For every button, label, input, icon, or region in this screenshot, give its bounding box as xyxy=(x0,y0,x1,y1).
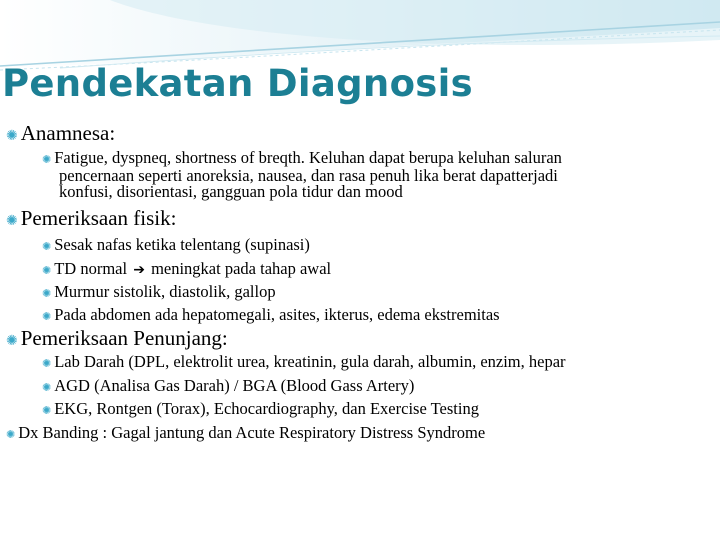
sparkle-bullet-icon: ✺ xyxy=(6,334,18,349)
list-item: ✺ Murmur sistolik, diastolik, gallop xyxy=(42,282,276,301)
section-heading-pemeriksaan-penunjang: ✺ Pemeriksaan Penunjang: xyxy=(6,326,228,350)
sparkle-bullet-icon: ✺ xyxy=(6,129,18,144)
sparkle-bullet-icon: ✺ xyxy=(6,429,16,441)
slide-title: Pendekatan Diagnosis xyxy=(2,62,473,105)
sparkle-bullet-icon: ✺ xyxy=(42,358,52,370)
section-dx-banding: ✺ Dx Banding : Gagal jantung dan Acute Respiratory Distress Syndrome xyxy=(6,423,486,442)
list-item: ✺ Sesak nafas ketika telentang (supinasi) xyxy=(42,235,310,254)
anamnesa-paragraph xyxy=(42,150,712,200)
anamnesa-line-3: konfusi, disorientasi, gangguan pola tidur dan mood xyxy=(59,182,403,201)
sparkle-bullet-icon: ✺ xyxy=(42,311,52,323)
list-item: ✺ TD normal ➔ meningkat pada tahap awal xyxy=(42,259,332,278)
sparkle-bullet-icon: ✺ xyxy=(42,382,52,394)
sparkle-bullet-icon: ✺ xyxy=(42,405,52,417)
sparkle-bullet-icon: ✺ xyxy=(42,265,52,277)
list-item: ✺ Pada abdomen ada hepatomegali, asites, ikterus, edema ekstremitas xyxy=(42,305,500,324)
sparkle-bullet-icon: ✺ xyxy=(42,154,52,166)
list-item: ✺ EKG, Rontgen (Torax), Echocardiography, dan Exercise Testing xyxy=(42,399,479,418)
section-heading-anamnesa: ✺ Anamnesa: xyxy=(6,121,116,145)
list-item: ✺ AGD (Analisa Gas Darah) / BGA (Blood Gass Artery) xyxy=(42,376,415,395)
section-heading-pemeriksaan-fisik: ✺ Pemeriksaan fisik: xyxy=(6,206,177,230)
anamnesa-line-1: Fatigue, dyspneq, shortness of breqth. Keluhan dapat berupa keluhan saluran xyxy=(54,148,562,167)
arrow-right-icon: ➔ xyxy=(133,262,145,278)
sparkle-bullet-icon: ✺ xyxy=(42,241,52,253)
list-item: ✺ Lab Darah (DPL, elektrolit urea, kreatinin, gula darah, albumin, enzim, hepar xyxy=(42,352,566,371)
sparkle-bullet-icon: ✺ xyxy=(6,214,18,229)
anamnesa-line-2: pencernaan seperti anoreksia, nausea, dan rasa penuh lika berat dapatterjadi xyxy=(59,166,558,185)
sparkle-bullet-icon: ✺ xyxy=(42,288,52,300)
